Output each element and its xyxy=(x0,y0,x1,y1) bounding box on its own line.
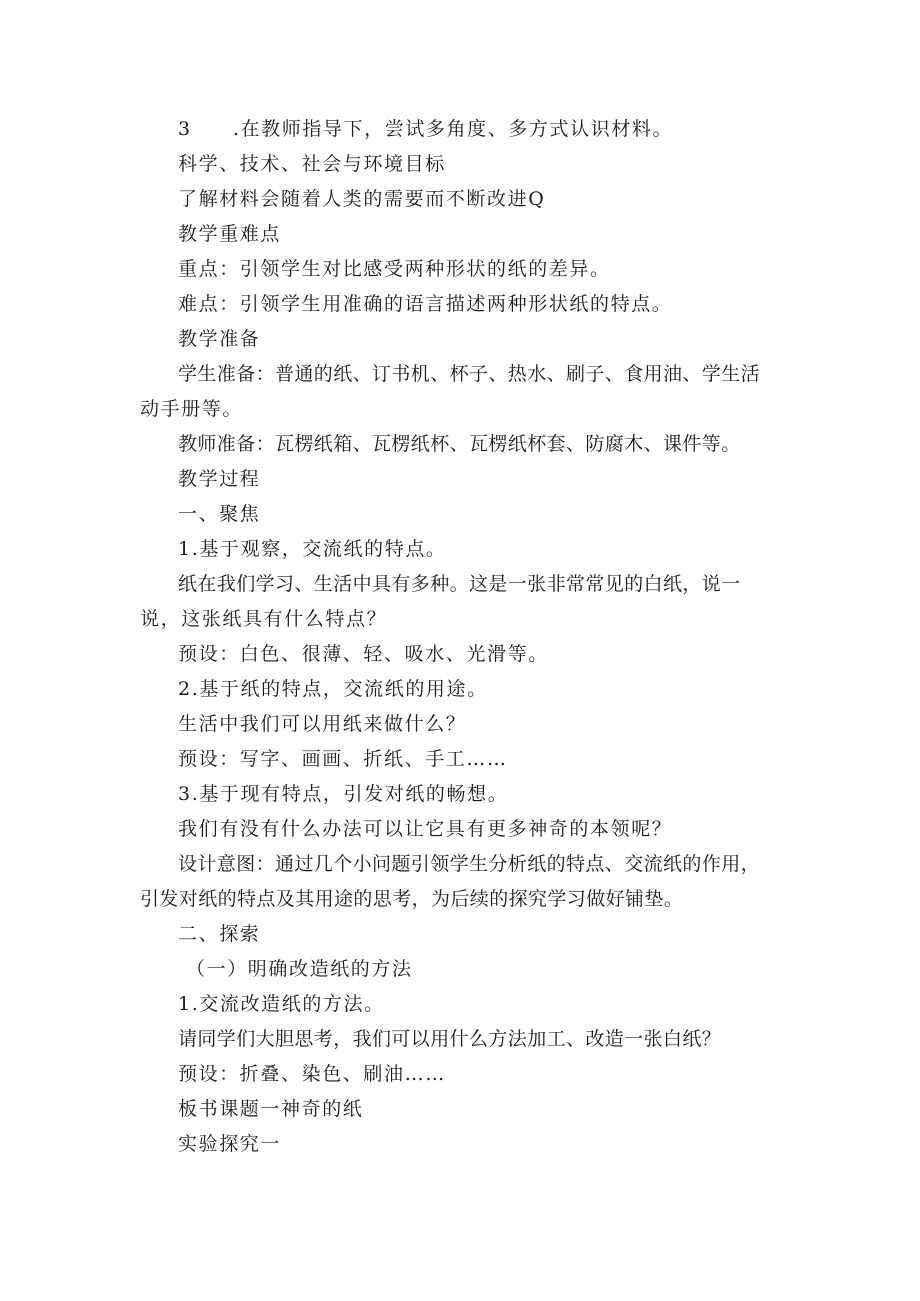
text-line-step-3: 3.基于现有特点，引发对纸的畅想。 xyxy=(178,783,509,805)
heading-experiment-1: 实验探究一 xyxy=(178,1133,282,1155)
text-line-objective-3: 3 .在教师指导下，尝试多角度、多方式认识材料。 xyxy=(178,118,674,140)
text-line-design-intent-cont: 引发对纸的特点及其用途的思考，为后续的探究学习做好铺垫。 xyxy=(140,888,684,910)
text-line-design-intent: 设计意图：通过几个小问题引领学生分析纸的特点、交流纸的作用， xyxy=(178,853,761,875)
text-line-teacher-preparation: 教师准备：瓦楞纸箱、瓦楞纸杯、瓦楞纸杯套、防腐木、课件等。 xyxy=(178,433,741,455)
heading-key-difficult-points: 教学重难点 xyxy=(178,223,282,245)
text-line-board-title: 板书课题一神奇的纸 xyxy=(178,1098,364,1120)
text-line-paper-intro-cont: 说，这张纸具有什么特点？ xyxy=(140,608,388,630)
text-line-explore-step-1: 1.交流改造纸的方法。 xyxy=(178,993,385,1015)
text-line-key-point: 重点：引领学生对比感受两种形状的纸的差异。 xyxy=(178,258,611,280)
text-line-question-method: 请同学们大胆思考，我们可以用什么方法加工、改造一张白纸？ xyxy=(178,1028,722,1050)
text-line-difficult-point: 难点：引领学生用准确的语言描述两种形状纸的特点。 xyxy=(178,293,673,315)
text-line-preset-2: 预设：写字、画画、折纸、手工…… xyxy=(178,748,508,770)
heading-teaching-preparation: 教学准备 xyxy=(178,328,261,350)
text-line-student-preparation-cont: 动手册等。 xyxy=(140,398,244,420)
text-line-preset-1: 预设：白色、很薄、轻、吸水、光滑等。 xyxy=(178,643,549,665)
heading-explore-1: （一）明确改造纸的方法 xyxy=(186,958,413,980)
heading-sts-goal: 科学、技术、社会与环境目标 xyxy=(178,153,446,175)
text-line-step-2: 2.基于纸的特点，交流纸的用途。 xyxy=(178,678,488,700)
text-line-paper-intro: 纸在我们学习、生活中具有多种。这是一张非常常见的白纸，说一 xyxy=(178,573,741,595)
heading-explore: 二、探索 xyxy=(178,923,261,945)
text-line-student-preparation: 学生准备：普通的纸、订书机、杯子、热水、刷子、食用油、学生活 xyxy=(178,363,761,385)
text-line-preset-3: 预设：折叠、染色、刷油…… xyxy=(178,1063,446,1085)
heading-focus: 一、聚焦 xyxy=(178,503,261,525)
text-line-sts-goal: 了解材料会随着人类的需要而不断改进Q xyxy=(178,188,546,210)
text-line-question-magic: 我们有没有什么办法可以让它具有更多神奇的本领呢？ xyxy=(178,818,673,840)
heading-teaching-process: 教学过程 xyxy=(178,468,261,490)
text-line-question-use: 生活中我们可以用纸来做什么？ xyxy=(178,713,467,735)
text-line-step-1: 1.基于观察，交流纸的特点。 xyxy=(178,538,447,560)
